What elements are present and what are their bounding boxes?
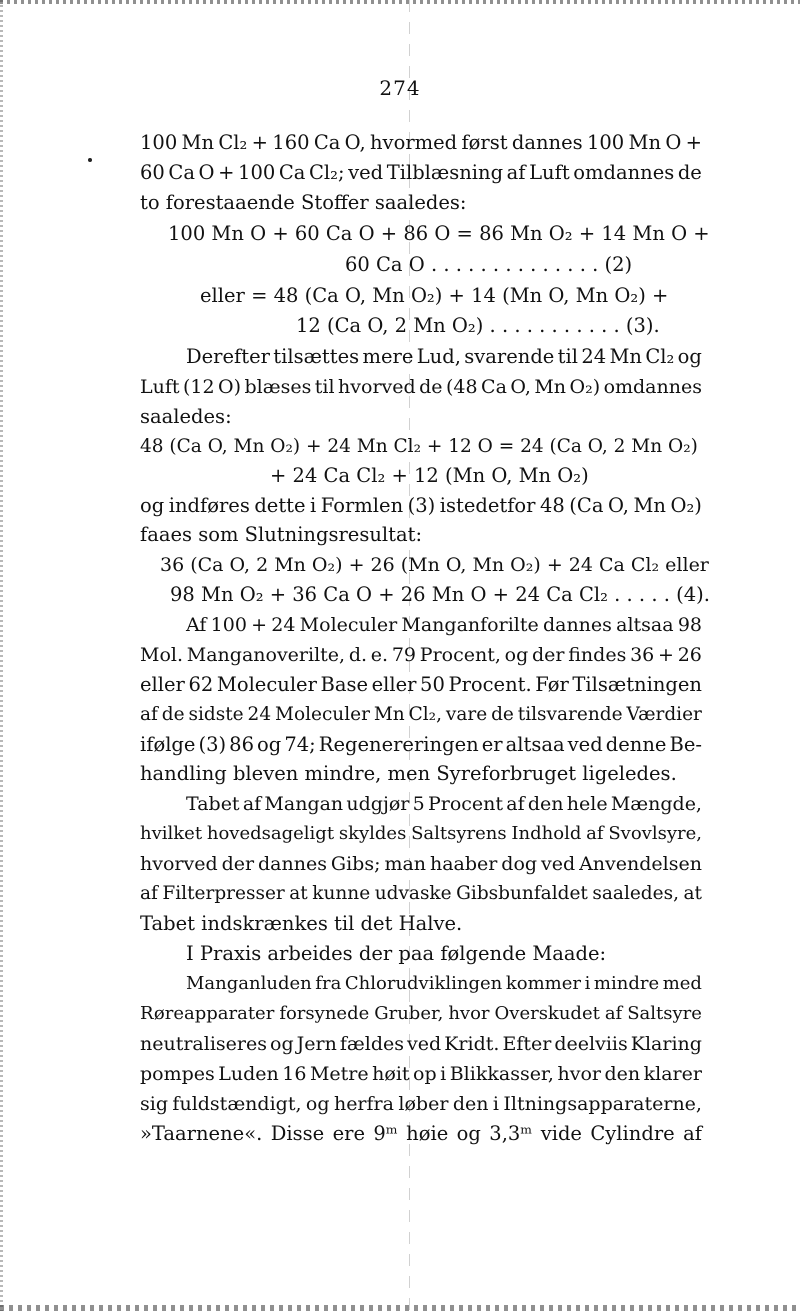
word: de xyxy=(677,161,702,184)
text-line: I Praxis arbeides der paa følgende Maade: xyxy=(186,942,607,965)
word: i xyxy=(492,1093,499,1115)
word: hvormed xyxy=(370,131,458,154)
word: blæses xyxy=(244,376,312,398)
text-line xyxy=(140,1089,702,1119)
word: Manganforilte xyxy=(401,614,539,636)
word: 100 xyxy=(140,131,178,154)
word: skyldes xyxy=(338,823,407,844)
word: udvaske xyxy=(374,883,452,904)
word: af xyxy=(506,161,526,184)
word: 24 xyxy=(247,704,272,725)
word: deelviis xyxy=(554,1033,628,1055)
word: hele xyxy=(566,793,608,815)
word: + xyxy=(251,614,268,636)
text-line: faaes som Slutningsresultat: xyxy=(140,523,423,546)
word: med xyxy=(662,973,702,994)
word: 86 xyxy=(229,733,254,756)
word: er xyxy=(481,733,503,756)
word: sig xyxy=(140,1093,168,1115)
word: Efter xyxy=(502,1033,552,1055)
word: Cl₂ xyxy=(645,345,675,368)
word: eller xyxy=(371,673,417,696)
word: Anvendelsen xyxy=(579,853,702,875)
word: og xyxy=(140,494,165,517)
word: Moleculer xyxy=(299,614,398,636)
word: Mol. xyxy=(140,644,184,666)
word: 16 xyxy=(282,1063,307,1085)
word: (3) xyxy=(407,494,436,517)
word: 100 xyxy=(586,131,625,154)
word: O xyxy=(665,131,682,154)
word: (12 xyxy=(182,376,215,398)
text-line xyxy=(186,342,702,372)
text-line xyxy=(140,730,702,760)
word: Ca xyxy=(168,161,195,184)
word: 9ᵐ xyxy=(373,1122,398,1145)
text-line xyxy=(140,700,702,730)
word: fældes xyxy=(339,1033,405,1055)
word: og xyxy=(270,1033,294,1055)
word: Saltsyrens xyxy=(411,823,507,844)
word: vide xyxy=(540,1122,582,1145)
word: 50 xyxy=(420,673,445,696)
text-line xyxy=(140,1119,702,1149)
word: Mn xyxy=(373,704,405,725)
word: Gibs; xyxy=(330,853,381,875)
word: indføres xyxy=(168,494,250,517)
formula-line: + 24 Ca Cl₂ + 12 (Mn O, Mn O₂) xyxy=(270,464,589,487)
word: de xyxy=(419,376,443,398)
word: til xyxy=(557,345,578,368)
word: ved xyxy=(541,853,576,875)
word: 100 xyxy=(238,161,276,184)
word: ere xyxy=(332,1122,365,1145)
word: »Taarnene«. xyxy=(140,1122,263,1145)
word: mere xyxy=(362,345,414,368)
word: + xyxy=(658,644,674,666)
word: O₂) xyxy=(569,376,601,398)
word: Blikkasser, xyxy=(449,1063,554,1085)
word: den xyxy=(452,1093,489,1115)
word: til xyxy=(314,376,335,398)
formula-line: 100 Mn O + 60 Ca O + 86 O = 86 Mn O₂ + 14 Mn O + xyxy=(168,222,710,245)
word: 26 xyxy=(677,644,702,666)
word: kunne xyxy=(312,883,371,904)
word: dannes xyxy=(542,614,612,636)
word: Manganluden xyxy=(186,973,312,994)
text-line xyxy=(186,789,702,819)
word: sidste xyxy=(188,704,244,725)
word: af xyxy=(683,1122,702,1145)
word: af xyxy=(604,1003,623,1024)
word: Tilsætningen xyxy=(572,673,702,696)
word: 74; xyxy=(284,733,316,756)
word: dannes xyxy=(511,131,583,154)
scan-edge-left xyxy=(0,0,3,1311)
word: Moleculer xyxy=(216,673,317,696)
word: Iltningsapparaterne, xyxy=(503,1093,702,1115)
word: de xyxy=(491,704,514,725)
word: hovedsageligt xyxy=(206,823,335,844)
text-line xyxy=(140,879,702,909)
text-line xyxy=(186,610,702,640)
word: e. xyxy=(370,644,389,666)
word: tilsvarende xyxy=(517,704,623,725)
word: dannes xyxy=(258,853,327,875)
word: forsynede xyxy=(279,1003,370,1024)
text-line xyxy=(140,372,702,402)
word: Værdier xyxy=(626,704,702,725)
word: Metre xyxy=(309,1063,369,1085)
text-line: saaledes: xyxy=(140,405,232,428)
text-line xyxy=(140,1029,702,1059)
word: istedetfor xyxy=(439,494,536,517)
word: + xyxy=(685,131,702,154)
word: Cl₂; xyxy=(308,161,345,184)
formula-line: 12 (Ca O, 2 Mn O₂) . . . . . . . . . . . (3). xyxy=(296,314,660,337)
word: i xyxy=(440,1063,447,1085)
word: hvorved xyxy=(140,853,218,875)
word: + xyxy=(218,161,235,184)
word: Procent, xyxy=(419,644,501,666)
word: 5 xyxy=(412,793,425,815)
word: Regenereringen xyxy=(318,733,479,756)
formula-line: 60 Ca O . . . . . . . . . . . . . . (2) xyxy=(345,253,633,276)
word: 48 xyxy=(539,494,565,517)
word: de xyxy=(161,704,185,725)
word: 24 xyxy=(581,345,607,368)
word: tilsættes xyxy=(273,345,360,368)
word: høie xyxy=(406,1122,449,1145)
word: Manganoverilte, xyxy=(186,644,346,666)
word: Luden xyxy=(218,1063,279,1085)
word: Filterpresser xyxy=(162,883,285,904)
word: (48 xyxy=(446,376,478,398)
text-line: Tabet indskrænkes til det Halve. xyxy=(140,912,463,935)
word: og xyxy=(305,1093,330,1115)
word: hvorved xyxy=(338,376,416,398)
word: Mn xyxy=(633,494,666,517)
word: O, xyxy=(510,376,531,398)
word: af xyxy=(506,793,525,815)
word: og xyxy=(504,644,529,666)
word: O xyxy=(198,161,215,184)
word: hvilket xyxy=(140,823,203,844)
word: altsaa xyxy=(616,614,674,636)
word: dog xyxy=(501,853,538,875)
word: i xyxy=(584,973,591,994)
word: (3) xyxy=(198,733,227,756)
word: hvor xyxy=(448,1003,490,1024)
page-number: 274 xyxy=(379,76,421,100)
word: Mangan xyxy=(264,793,344,815)
word: vare xyxy=(445,704,488,725)
word: af xyxy=(140,704,158,725)
word: og xyxy=(257,733,282,756)
word: findes xyxy=(568,644,627,666)
word: der xyxy=(221,853,255,875)
word: Kridt. xyxy=(444,1033,500,1055)
word: i xyxy=(310,494,317,517)
word: Røreapparater xyxy=(140,1003,275,1024)
word: hvor xyxy=(557,1063,601,1085)
word: Formlen xyxy=(320,494,404,517)
word: + xyxy=(251,131,268,154)
formula-line: 98 Mn O₂ + 36 Ca O + 26 Mn O + 24 Ca Cl₂ . . . . . (4). xyxy=(170,583,710,606)
word: herfra xyxy=(333,1093,394,1115)
word: og xyxy=(677,345,702,368)
word: Jern xyxy=(296,1033,337,1055)
word: 98 xyxy=(677,614,702,636)
word: Mn xyxy=(609,345,642,368)
word: fuldstændigt, xyxy=(172,1093,302,1115)
scan-edge-bottom xyxy=(0,1305,800,1311)
word: fra xyxy=(315,973,342,994)
word: (Ca xyxy=(569,494,604,517)
text-line: handling bleven mindre, men Syreforbruget ligeledes. xyxy=(140,762,677,785)
word: Gibsbunfaldet xyxy=(456,883,588,904)
word: Be- xyxy=(669,733,702,756)
word: 3,3ᵐ xyxy=(489,1122,533,1145)
word: ved xyxy=(348,161,384,184)
word: Disse xyxy=(270,1122,325,1145)
word: O, xyxy=(607,494,629,517)
word: Chlorudviklingen xyxy=(344,973,503,994)
word: 100 xyxy=(210,614,247,636)
text-line xyxy=(140,128,702,158)
word: og xyxy=(456,1122,481,1145)
word: den xyxy=(527,793,564,815)
word: 36 xyxy=(630,644,655,666)
scan-edge-top xyxy=(0,0,800,4)
word: 79 xyxy=(391,644,417,666)
word: dette xyxy=(254,494,306,517)
word: man xyxy=(384,853,427,875)
word: denne xyxy=(605,733,667,756)
word: Base xyxy=(320,673,369,696)
word: d. xyxy=(348,644,368,666)
text-line xyxy=(140,819,702,849)
word: O) xyxy=(218,376,242,398)
word: Tabet xyxy=(186,793,240,815)
word: Luft xyxy=(140,376,180,398)
word: saaledes, xyxy=(592,883,679,904)
word: haaber xyxy=(429,853,498,875)
word: Luft xyxy=(529,161,570,184)
word: Klaring xyxy=(630,1033,702,1055)
word: høit xyxy=(372,1063,410,1085)
word: svarende xyxy=(464,345,555,368)
word: 24 xyxy=(271,614,296,636)
word: først xyxy=(461,131,508,154)
word: O₂) xyxy=(670,494,702,517)
word: ved xyxy=(567,733,603,756)
word: ifølge xyxy=(140,733,196,756)
word: Tilblæsning xyxy=(386,161,504,184)
word: O, xyxy=(344,131,366,154)
text-line xyxy=(140,491,702,521)
word: Overskudet xyxy=(494,1003,600,1024)
word: Mn xyxy=(628,131,662,154)
word: at xyxy=(289,883,308,904)
word: der xyxy=(532,644,565,666)
word: Moleculer xyxy=(275,704,370,725)
word: Gruber, xyxy=(374,1003,444,1024)
word: kommer xyxy=(505,973,581,994)
word: Cylindre xyxy=(590,1122,675,1145)
word: mindre xyxy=(593,973,660,994)
text-line: to forestaaende Stoffer saaledes: xyxy=(140,191,467,214)
word: den xyxy=(604,1063,641,1085)
word: pompes xyxy=(140,1063,215,1085)
word: klarer xyxy=(643,1063,702,1085)
word: Mn xyxy=(181,131,215,154)
word: Svovlsyre, xyxy=(608,823,702,844)
text-line xyxy=(140,670,702,700)
text-line xyxy=(140,999,702,1029)
word: 60 xyxy=(140,161,165,184)
word: at xyxy=(683,883,702,904)
word: omdannes xyxy=(573,161,675,184)
text-line xyxy=(140,640,702,670)
word: Mængde, xyxy=(610,793,702,815)
formula-line: 36 (Ca O, 2 Mn O₂) + 26 (Mn O, Mn O₂) + 24 Ca Cl₂ eller xyxy=(160,554,709,576)
word: altsaa xyxy=(505,733,565,756)
word: Ca xyxy=(313,131,341,154)
word: Saltsyre xyxy=(627,1003,702,1024)
word: ved xyxy=(407,1033,442,1055)
formula-line: eller = 48 (Ca O, Mn O₂) + 14 (Mn O, Mn O₂) + xyxy=(200,284,669,307)
text-line xyxy=(140,849,702,879)
margin-dot xyxy=(88,158,92,162)
word: eller xyxy=(140,673,185,696)
word: Ca xyxy=(481,376,507,398)
word: 160 xyxy=(272,131,310,154)
word: op xyxy=(413,1063,437,1085)
word: neutraliseres xyxy=(140,1033,267,1055)
word: Procent xyxy=(427,793,504,815)
word: af xyxy=(242,793,262,815)
word: Cl₂ xyxy=(218,131,248,154)
word: Procent. xyxy=(448,673,532,696)
word: udgjør xyxy=(346,793,410,815)
word: Ca xyxy=(278,161,306,184)
word: af xyxy=(140,883,158,904)
text-line xyxy=(140,1059,702,1089)
word: Før xyxy=(535,673,569,696)
word: 62 xyxy=(188,673,214,696)
text-line xyxy=(186,969,702,999)
word: Af xyxy=(186,614,207,636)
word: Lud, xyxy=(416,345,461,368)
word: Indhold xyxy=(511,823,582,844)
word: af xyxy=(586,823,604,844)
text-line xyxy=(140,158,702,188)
word: løber xyxy=(398,1093,449,1115)
word: Cl₂, xyxy=(408,704,442,725)
word: Derefter xyxy=(186,345,270,368)
word: Mn xyxy=(534,376,567,398)
formula-line: 48 (Ca O, Mn O₂) + 24 Mn Cl₂ + 12 O = 24 (Ca O, 2 Mn O₂) xyxy=(140,436,698,457)
word: omdannes xyxy=(603,376,702,398)
